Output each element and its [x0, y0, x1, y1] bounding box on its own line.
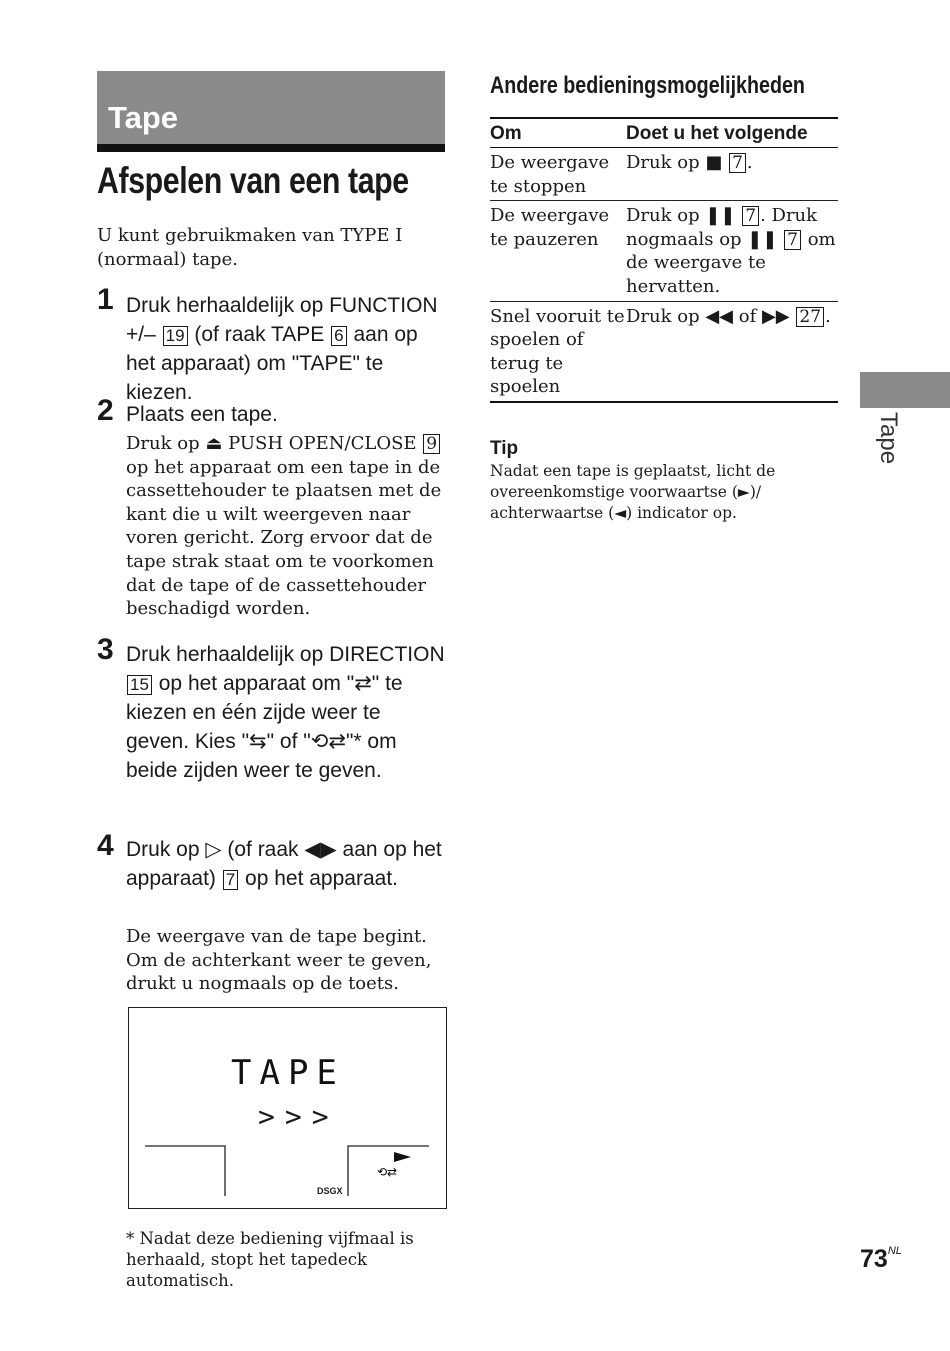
step-2-heading: Plaats een tape. [126, 403, 278, 426]
table-row: Snel vooruit te spoelen of terug te spoelen Druk op ◀◀ of ▶▶ 27 . [490, 301, 838, 402]
svg-text:⟲⇄: ⟲⇄ [377, 1165, 398, 1179]
operations-table [490, 117, 838, 403]
step-3-number: 3 [97, 633, 114, 666]
step-3-heading: Druk herhaaldelijk op DIRECTION 15 op het apparaat om "⇄" te kiezen en één zijde weer te geven. Kies "⇆" of "⟲⇄"* om beide zijden weer te geven. [126, 643, 445, 782]
key-15: 15 [127, 675, 152, 695]
step-4-number: 4 [97, 829, 114, 862]
table-header-doet: Doet u het volgende [626, 118, 838, 148]
direction-relay-icon: ⟲⇄ [310, 730, 346, 753]
display-text: TAPE [231, 1053, 345, 1093]
page-number: $73^{NL}$ [860, 1245, 902, 1273]
display-dsgx-label: DSGX [317, 1186, 343, 1196]
page-title: Afspelen van een tape [97, 160, 409, 201]
step-4-heading: Druk op ▷ (of raak ◀▶ aan op het apparaat) 7 op het apparaat. [126, 838, 442, 890]
section-header-rule [97, 144, 445, 152]
footnote: * Nadat deze bediening vijfmaal is herhaald, stopt het tapedeck automatisch. [126, 1229, 414, 1290]
table-row: De weergave te pauzeren Druk op ❚❚ 7 . Druk nogmaals op ❚❚ 7 om de weergave te hervatten. [490, 201, 838, 301]
step-1-heading: Druk herhaaldelijk op FUNCTION +/– 19 (of raak TAPE 6 aan op het apparaat) om "TAPE" te kiezen. [126, 294, 438, 404]
page-language-suffix: NL [887, 1245, 902, 1257]
key-7: 7 [223, 870, 238, 890]
table-header-om: Om [490, 118, 626, 148]
step-2-number: 2 [97, 394, 114, 427]
tip-text: Nadat een tape is geplaatst, licht de overeenkomstige voorwaartse (►)/ achterwaartse (◄) indicator op. [490, 462, 776, 522]
direction-bothsides-icon: ⇆ [249, 730, 267, 753]
intro-text: U kunt gebruikmaken van TYPE I (normaal) tape. [97, 225, 403, 270]
key-6: 6 [331, 326, 346, 346]
display-arrows: >>> [258, 1100, 339, 1133]
key-19: 19 [163, 326, 188, 346]
side-tab [860, 372, 950, 408]
step-1-number: 1 [97, 283, 114, 316]
table-row: De weergave te stoppen Druk op ■ 7 . [490, 148, 838, 201]
table-title: Andere bedieningsmogelijkheden [490, 72, 805, 99]
tip-label: Tip [490, 438, 519, 459]
key-9: 9 [423, 434, 440, 454]
side-tab-label: Tape [875, 412, 902, 465]
step-4-body: De weergave van de tape begint. Om de achterkant weer te geven, drukt u nogmaals op de toets. [126, 926, 432, 995]
section-title: Tape [108, 100, 179, 135]
step-2-body: Druk op ⏏ PUSH OPEN/CLOSE 9 op het apparaat om een tape in de cassettehouder te plaatsen met de kant die u wilt weergeven naar voren gericht. Zorg ervoor dat de tape strak staat om te voorkomen dat de tape of de cassettehouder beschadigd worden. [126, 433, 442, 620]
direction-oneside-icon: ⇄ [354, 672, 372, 695]
